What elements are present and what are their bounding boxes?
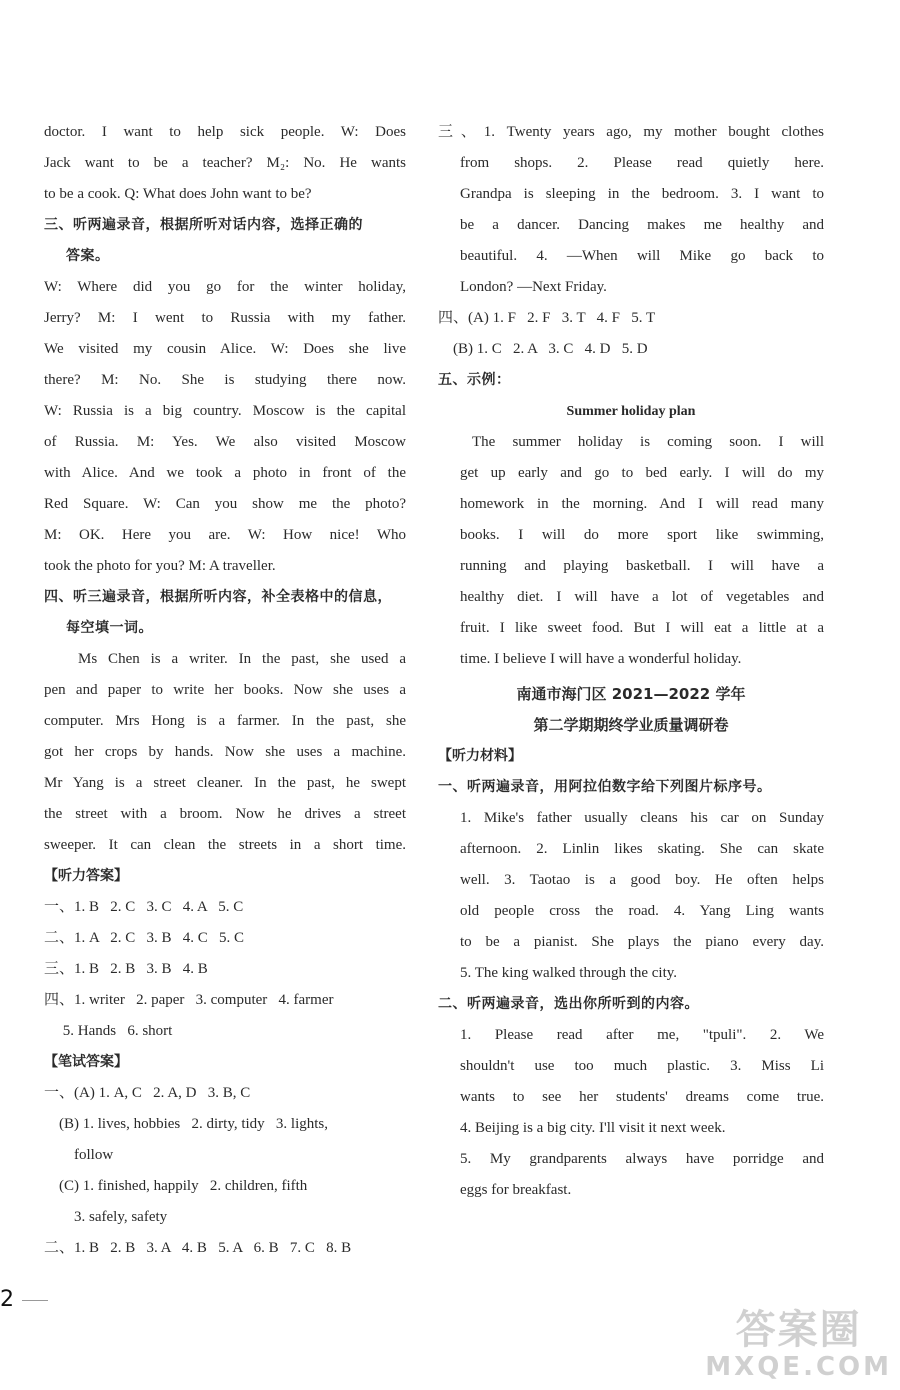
written-answers-title: 【笔试答案】 — [44, 1054, 128, 1070]
watermark-logo — [705, 1308, 892, 1382]
section-heading: 五、示例： — [438, 372, 511, 388]
text-line: eggs for breakfast. — [460, 1182, 572, 1198]
text-line: afternoon. 2. Linlin likes skating. She can skate — [460, 841, 824, 857]
text-line: doctor. I want to help sick people. W: Does — [44, 124, 406, 140]
answer-line: (C) 1. finished, happily 2. children, fifth — [44, 1178, 308, 1194]
text-line: old people cross the road. 4. Yang Ling wants — [460, 903, 824, 919]
answer-line: 四、(A) 1. F 2. F 3. T 4. F 5. T — [438, 310, 656, 326]
left-column — [44, 117, 406, 1264]
answer-line: 四、1. writer 2. paper 3. computer 4. farmer — [44, 992, 334, 1008]
answer-line: 3. safely, safety — [44, 1209, 168, 1225]
answer-line: (B) 1. lives, hobbies 2. dirty, tidy 3. lights, — [44, 1116, 329, 1132]
text-line: Mr Yang is a street cleaner. In the past, he swept — [44, 775, 406, 791]
text-line: pen and paper to write her books. Now she uses a — [44, 682, 406, 698]
text-line: of Russia. M: Yes. We also visited Moscow — [44, 434, 406, 450]
text-line: London? —Next Friday. — [460, 279, 607, 295]
section-heading: 三、听两遍录音，根据所听对话内容，选择正确的 — [44, 217, 363, 233]
text-line: wants to see her students' dreams come true. — [460, 1089, 824, 1105]
text-line: 1. Mike's father usually cleans his car on Sunday — [460, 810, 824, 826]
exam-subtitle: 第二学期期终学业质量调研卷 — [533, 716, 729, 734]
answer-line: (B) 1. C 2. A 3. C 4. D 5. D — [438, 341, 648, 357]
text-line: W: Russia is a big country. Moscow is the capital — [44, 403, 406, 419]
text-line: Jack want to be a teacher? M₂: No. He wants — [44, 155, 406, 171]
text-line: 5. My grandparents always have porridge and — [460, 1151, 824, 1167]
text-line: The summer holiday is coming soon. I will — [472, 434, 824, 450]
text-line: well. 3. Taotao is a good boy. He often helps — [460, 872, 824, 888]
exam-title: 南通市海门区 2021—2022 学年 — [516, 685, 746, 703]
page-number: 2 — [0, 1287, 14, 1312]
text-line: get up early and go to bed early. I will do my — [460, 465, 824, 481]
text-line: beautiful. 4. —When will Mike go back to — [460, 248, 824, 264]
watermark-url: MXQE.COM — [705, 1352, 892, 1382]
answer-line: 一、1. B 2. C 3. C 4. A 5. C — [44, 899, 244, 915]
text-line: homework in the morning. And I will read many — [460, 496, 824, 512]
answer-line: follow — [44, 1147, 114, 1163]
text-line: got her crops by hands. Now she uses a machine. — [44, 744, 406, 760]
text-line: W: Where did you go for the winter holiday, — [44, 279, 406, 295]
text-line: M: OK. Here you are. W: How nice! Who — [44, 527, 406, 543]
text-line: to be a pianist. She plays the piano every day. — [460, 934, 824, 950]
section-heading: 答案。 — [66, 248, 110, 264]
text-line: We visited my cousin Alice. W: Does she live — [44, 341, 406, 357]
text-line: books. I will do more sport like swimming, — [460, 527, 824, 543]
answer-line: 三、1. B 2. B 3. B 4. B — [44, 961, 208, 977]
text-line: computer. Mrs Hong is a farmer. In the past, she — [44, 713, 406, 729]
text-line: healthy diet. I will have a lot of vegetables and — [460, 589, 824, 605]
text-line: with Alice. And we took a photo in front of the — [44, 465, 406, 481]
text-line: running and playing basketball. I will have a — [460, 558, 824, 574]
answer-line: 一、(A) 1. A, C 2. A, D 3. B, C — [44, 1085, 251, 1101]
section-heading: 每空填一词。 — [66, 620, 153, 636]
text-line: fruit. I like sweet food. But I will eat a little at a — [460, 620, 824, 636]
text-line: sweeper. It can clean the streets in a short time. — [44, 837, 406, 853]
text-line: 4. Beijing is a big city. I'll visit it next week. — [460, 1120, 726, 1136]
watermark-text: 答案圈 — [735, 1307, 862, 1353]
page-number-rule — [22, 1300, 48, 1301]
text-line: 1. Please read after me, "tpuli". 2. We — [460, 1027, 824, 1043]
text-line: Jerry? M: I went to Russia with my father. — [44, 310, 406, 326]
listening-materials-title: 【听力材料】 — [438, 748, 522, 764]
answer-line: 二、1. B 2. B 3. A 4. B 5. A 6. B 7. C 8. B — [44, 1240, 352, 1256]
text-line: the street with a broom. Now he drives a street — [44, 806, 406, 822]
section-heading: 一、听两遍录音，用阿拉伯数字给下列图片标序号。 — [438, 779, 772, 795]
text-line: Grandpa is sleeping in the bedroom. 3. I want to — [460, 186, 824, 202]
text-line: there? M: No. She is studying there now. — [44, 372, 406, 388]
text-line: be a dancer. Dancing makes me healthy and — [460, 217, 824, 233]
text-line: took the photo for you? M: A traveller. — [44, 558, 276, 574]
listening-answers-title: 【听力答案】 — [44, 868, 128, 884]
right-column — [438, 117, 824, 1206]
text-line: 三、1. Twenty years ago, my mother bought clothes — [438, 124, 824, 140]
text-line: to be a cook. Q: What does John want to be? — [44, 186, 312, 202]
text-line: Red Square. W: Can you show me the photo? — [44, 496, 406, 512]
text-line: shouldn't use too much plastic. 3. Miss Li — [460, 1058, 824, 1074]
text-line: 5. The king walked through the city. — [460, 965, 678, 981]
text-line: from shops. 2. Please read quietly here. — [460, 155, 824, 171]
answer-line: 二、1. A 2. C 3. B 4. C 5. C — [44, 930, 245, 946]
text-line: Ms Chen is a writer. In the past, she used a — [78, 651, 406, 667]
section-heading: 四、听三遍录音，根据所听内容，补全表格中的信息， — [44, 589, 392, 605]
answer-line: 5. Hands 6. short — [44, 1023, 173, 1039]
section-heading: 二、听两遍录音，选出你所听到的内容。 — [438, 996, 699, 1012]
text-line: time. I believe I will have a wonderful holiday. — [460, 651, 742, 667]
essay-title: Summer holiday plan — [566, 404, 696, 419]
